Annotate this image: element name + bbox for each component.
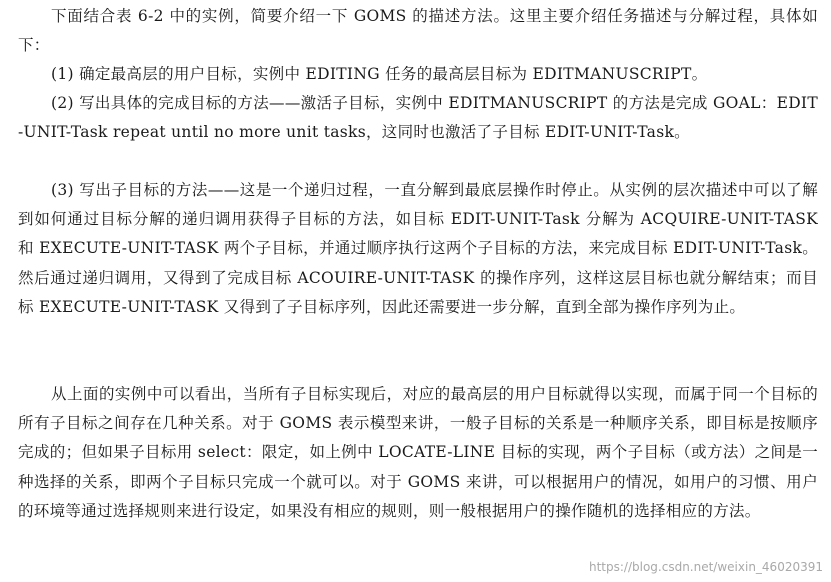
paragraph-step-3: (3) 写出子目标的方法——这是一个递归过程，一直分解到最底层操作时停止。从实例的层次描述中可以了解到如何通过目标分解的递归调用获得子目标的方法，如目标 EDIT-UNIT-Task 分解为 ACQUIRE-UNIT-TASK 和 EXECUTE-UNIT-TASK 两个子目标，并通过顺序执行这两个子目标的方法，来完成目标 EDIT-UNIT-Task。然后通过递归调用，又得到了完成目标 ACOUIRE-UNIT-TASK 的操作序列，这样这层目标也就分解结束；而目标 EXECUTE-UNIT-TASK 又得到了子目标序列，因此还需要进一步分解，直到全部为操作序列为止。	[18, 181, 818, 316]
paragraph-summary: 从上面的实例中可以看出，当所有子目标实现后，对应的最高层的用户目标就得以实现，而属于同一个目标的所有子目标之间存在几种关系。对于 GOMS 表示模型来讲，一般子目标的关系是一种顺序关系，即目标是按顺序完成的；但如果子目标用 select：限定，如上例中 LOCATE-LINE 目标的实现，两个子目标（或方法）之间是一种选择的关系，即两个子目标只完成一个就可以。对于 GOMS 来讲，可以根据用户的情况，如用户的习惯、用户的环境等通过选择规则来进行设定，如果没有相应的规则，则一般根据用户的操作随机的选择相应的方法。	[18, 385, 818, 520]
paragraph-intro: 下面结合表 6-2 中的实例，简要介绍一下 GOMS 的描述方法。这里主要介绍任务描述与分解过程，具体如下：	[18, 7, 818, 55]
paragraph-step-2: (2) 写出具体的完成目标的方法——激活子目标，实例中 EDITMANUSCRIPT 的方法是完成 GOAL：EDIT-UNIT-Task repeat until no more unit tasks，这同时也激活了子目标 EDIT-UNIT-Task。	[18, 94, 818, 142]
source-watermark: https://blog.csdn.net/weixin_46020391	[588, 560, 823, 574]
paragraph-step-1: (1) 确定最高层的用户目标，实例中 EDITING 任务的最高层目标为 EDITMANUSCRIPT。	[51, 65, 708, 83]
